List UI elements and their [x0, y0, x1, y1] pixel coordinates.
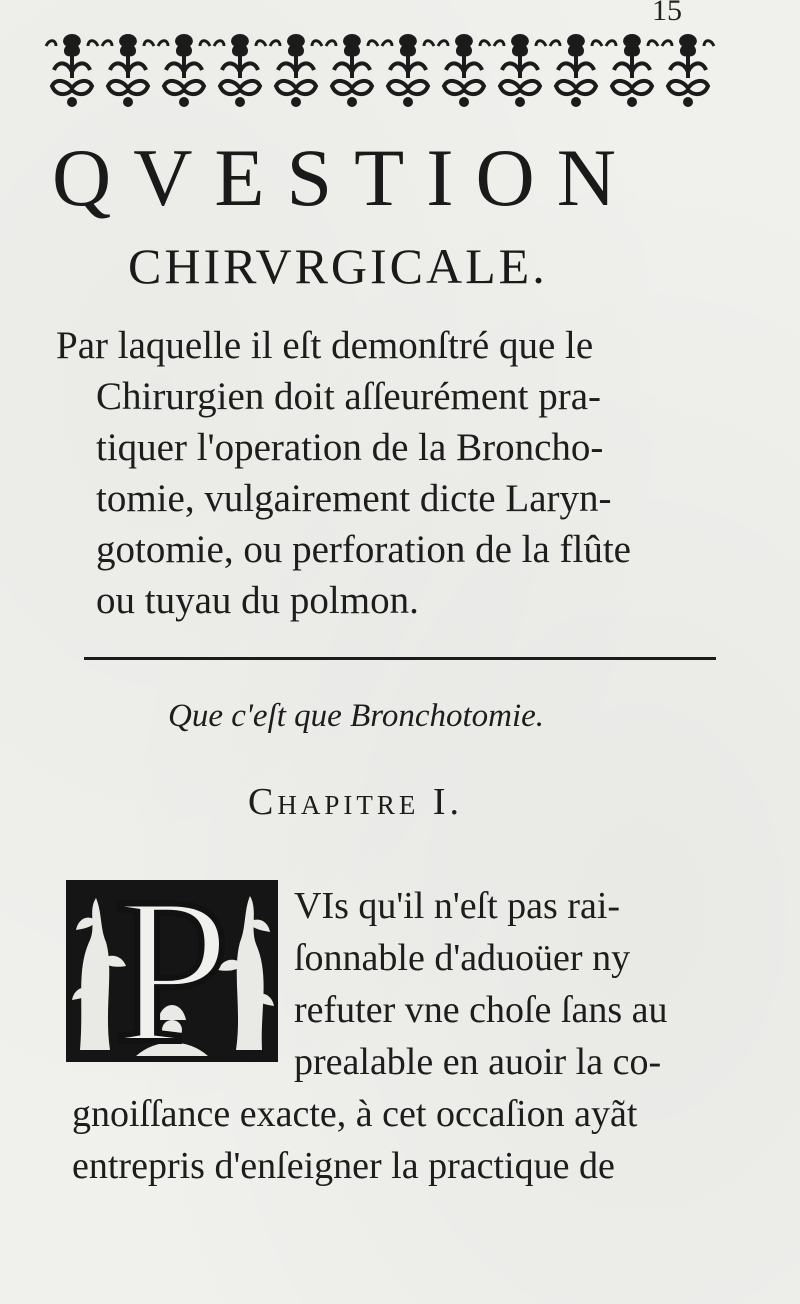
body-line: ſonnable d'aduoüer ny	[294, 937, 631, 979]
summary-line: gotomie, ou perforation de la flûte	[96, 528, 631, 571]
body-paragraph-full	[72, 1088, 762, 1192]
chapter-heading: Chapitre I.	[248, 781, 463, 823]
body-line: refuter vne choſe ſans au	[294, 989, 668, 1031]
page-title: QVESTION	[52, 132, 638, 223]
summary-line: ou tuyau du polmon.	[96, 579, 419, 622]
body-line: gnoiſſance exacte, à cet occaſion ayãt	[72, 1093, 638, 1135]
page-number: 15	[652, 0, 682, 27]
body-line: entrepris d'enſeigner la practique de	[72, 1145, 615, 1187]
drop-cap-letter: P	[113, 855, 231, 1087]
section-title: Que c'eſt que Bronchotomie.	[168, 698, 545, 734]
horizontal-rule	[84, 657, 716, 660]
summary-line: Par laquelle il eſt demonſtré que le	[56, 324, 594, 367]
drop-cap	[66, 855, 278, 1087]
fleuron-band-icon	[44, 26, 716, 110]
summary-line: tiquer l'operation de la Broncho-	[96, 426, 604, 469]
body-paragraph-wrapped	[294, 880, 754, 1088]
page-subtitle: CHIRVRGICALE.	[128, 238, 548, 294]
summary-line: Chirurgien doit aſſeurément pra-	[96, 375, 602, 418]
summary-line: tomie, vulgairement dicte Laryn-	[96, 477, 612, 520]
body-line: prealable en auoir la co-	[294, 1041, 662, 1083]
summary-paragraph	[56, 320, 736, 626]
body-line: VIs qu'il n'eſt pas rai-	[294, 885, 621, 927]
